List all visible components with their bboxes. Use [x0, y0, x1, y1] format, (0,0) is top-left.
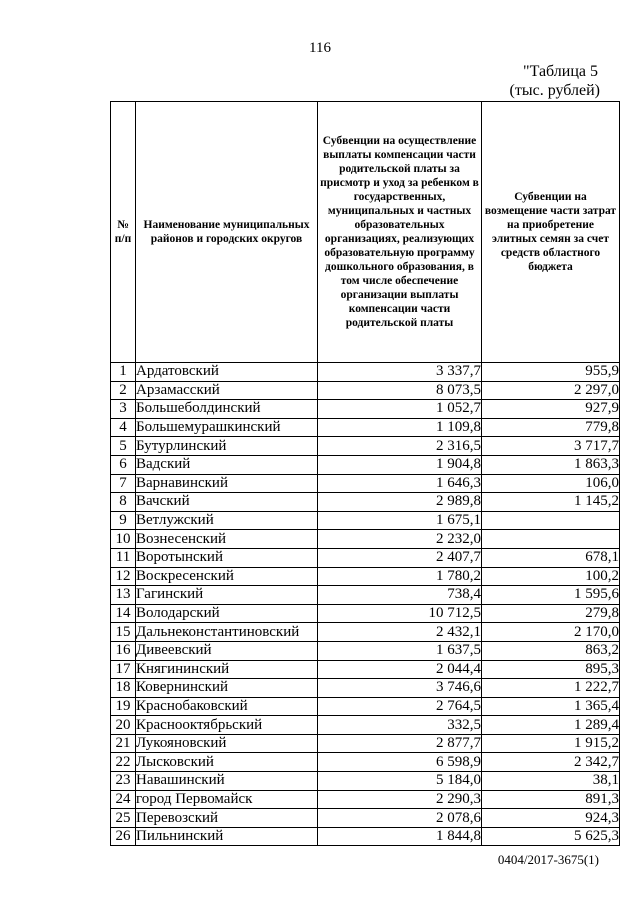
row-number-cell: 8	[111, 493, 136, 512]
row-number-cell: 12	[111, 567, 136, 586]
row-compensation-value-cell: 2 290,3	[318, 790, 482, 809]
row-number-cell: 7	[111, 474, 136, 493]
row-compensation-value-cell: 1 844,8	[318, 827, 482, 846]
row-number-cell: 15	[111, 623, 136, 642]
table-row	[111, 809, 620, 828]
table-row	[111, 363, 620, 382]
table-row	[111, 418, 620, 437]
row-name-cell: Дивеевский	[136, 641, 318, 660]
table-row	[111, 567, 620, 586]
row-seeds-value-cell: 955,9	[482, 363, 620, 382]
row-number-cell: 5	[111, 437, 136, 456]
row-name-cell: Арзамасский	[136, 381, 318, 400]
row-compensation-value-cell: 1 780,2	[318, 567, 482, 586]
row-number-cell: 19	[111, 697, 136, 716]
row-name-cell: Воротынский	[136, 548, 318, 567]
row-name-cell: Княгининский	[136, 660, 318, 679]
table-row	[111, 660, 620, 679]
table-body	[111, 363, 620, 846]
row-seeds-value-cell: 38,1	[482, 772, 620, 791]
row-number-cell: 6	[111, 455, 136, 474]
row-seeds-value-cell: 1 365,4	[482, 697, 620, 716]
row-number-cell: 17	[111, 660, 136, 679]
table-header-row	[111, 102, 620, 363]
row-compensation-value-cell: 2 764,5	[318, 697, 482, 716]
row-seeds-value-cell: 1 595,6	[482, 586, 620, 605]
row-name-cell: Краснооктябрьский	[136, 716, 318, 735]
row-number-cell: 21	[111, 734, 136, 753]
row-number-cell: 14	[111, 604, 136, 623]
row-seeds-value-cell: 1 915,2	[482, 734, 620, 753]
row-seeds-value-cell: 279,8	[482, 604, 620, 623]
page-number: 116	[309, 40, 331, 56]
table-row	[111, 734, 620, 753]
row-seeds-value-cell: 1 145,2	[482, 493, 620, 512]
row-number-cell: 20	[111, 716, 136, 735]
table-row	[111, 474, 620, 493]
row-compensation-value-cell: 2 044,4	[318, 660, 482, 679]
row-compensation-value-cell: 2 232,0	[318, 530, 482, 549]
table-row	[111, 493, 620, 512]
row-number-cell: 26	[111, 827, 136, 846]
table-row	[111, 548, 620, 567]
row-name-cell: Вознесенский	[136, 530, 318, 549]
header-name-text: Наименование муниципальных районов и городских округов	[143, 219, 310, 245]
row-number-cell: 22	[111, 753, 136, 772]
row-seeds-value-cell: 1 863,3	[482, 455, 620, 474]
header-subsidy-seeds-text: Субвенции на возмещение части затрат на приобретение элитных семян за счет средств областного бюджета	[484, 191, 617, 273]
row-compensation-value-cell: 2 989,8	[318, 493, 482, 512]
table-title: "Таблица 5	[523, 63, 598, 80]
row-seeds-value-cell: 3 717,7	[482, 437, 620, 456]
row-compensation-value-cell: 1 052,7	[318, 400, 482, 419]
table-row	[111, 716, 620, 735]
row-number-cell: 3	[111, 400, 136, 419]
row-name-cell: Большемурашкинский	[136, 418, 318, 437]
row-seeds-value-cell: 1 222,7	[482, 679, 620, 698]
row-number-cell: 11	[111, 548, 136, 567]
row-name-cell: Ковернинский	[136, 679, 318, 698]
table-row	[111, 753, 620, 772]
row-seeds-value-cell: 106,0	[482, 474, 620, 493]
row-seeds-value-cell: 924,3	[482, 809, 620, 828]
row-number-cell: 13	[111, 586, 136, 605]
row-compensation-value-cell: 332,5	[318, 716, 482, 735]
row-compensation-value-cell: 8 073,5	[318, 381, 482, 400]
table-row	[111, 455, 620, 474]
row-number-cell: 9	[111, 511, 136, 530]
header-num-text: № п/п	[114, 219, 132, 245]
row-compensation-value-cell: 2 078,6	[318, 809, 482, 828]
row-compensation-value-cell: 3 746,6	[318, 679, 482, 698]
row-name-cell: Гагинский	[136, 586, 318, 605]
header-name	[136, 102, 318, 363]
table-row	[111, 400, 620, 419]
table-row	[111, 697, 620, 716]
row-name-cell: Дальнеконстантиновский	[136, 623, 318, 642]
row-seeds-value-cell: 5 625,3	[482, 827, 620, 846]
table-row	[111, 381, 620, 400]
row-seeds-value-cell: 779,8	[482, 418, 620, 437]
table-row	[111, 772, 620, 791]
row-name-cell: Лукояновский	[136, 734, 318, 753]
header-subsidy-compensation	[318, 102, 482, 363]
row-seeds-value-cell: 927,9	[482, 400, 620, 419]
row-name-cell: город Первомайск	[136, 790, 318, 809]
row-number-cell: 23	[111, 772, 136, 791]
row-name-cell: Вадский	[136, 455, 318, 474]
header-subsidy-seeds	[482, 102, 620, 363]
row-name-cell: Лысковский	[136, 753, 318, 772]
table-row	[111, 586, 620, 605]
row-compensation-value-cell: 2 877,7	[318, 734, 482, 753]
row-compensation-value-cell: 1 904,8	[318, 455, 482, 474]
row-seeds-value-cell: 678,1	[482, 548, 620, 567]
row-number-cell: 25	[111, 809, 136, 828]
row-compensation-value-cell: 738,4	[318, 586, 482, 605]
row-number-cell: 24	[111, 790, 136, 809]
table-units: (тыс. рублей)	[509, 82, 600, 99]
row-seeds-value-cell: 2 342,7	[482, 753, 620, 772]
row-compensation-value-cell: 1 646,3	[318, 474, 482, 493]
row-compensation-value-cell: 6 598,9	[318, 753, 482, 772]
row-name-cell: Бутурлинский	[136, 437, 318, 456]
row-compensation-value-cell: 1 637,5	[318, 641, 482, 660]
row-seeds-value-cell: 1 289,4	[482, 716, 620, 735]
document-code: 0404/2017-3675(1)	[497, 852, 599, 867]
row-seeds-value-cell: 863,2	[482, 641, 620, 660]
table-row	[111, 437, 620, 456]
table-row	[111, 511, 620, 530]
row-name-cell: Ветлужский	[136, 511, 318, 530]
row-number-cell: 18	[111, 679, 136, 698]
row-name-cell: Варнавинский	[136, 474, 318, 493]
table-row	[111, 827, 620, 846]
table-row	[111, 641, 620, 660]
row-number-cell: 1	[111, 363, 136, 382]
table-row	[111, 530, 620, 549]
row-compensation-value-cell: 1 109,8	[318, 418, 482, 437]
table-row	[111, 790, 620, 809]
table-row	[111, 623, 620, 642]
row-compensation-value-cell: 1 675,1	[318, 511, 482, 530]
row-compensation-value-cell: 3 337,7	[318, 363, 482, 382]
row-name-cell: Пильнинский	[136, 827, 318, 846]
row-compensation-value-cell: 2 316,5	[318, 437, 482, 456]
row-compensation-value-cell: 2 432,1	[318, 623, 482, 642]
row-name-cell: Перевозский	[136, 809, 318, 828]
subsidy-table	[110, 101, 620, 846]
row-compensation-value-cell: 2 407,7	[318, 548, 482, 567]
row-seeds-value-cell	[482, 530, 620, 549]
row-compensation-value-cell: 5 184,0	[318, 772, 482, 791]
row-seeds-value-cell: 100,2	[482, 567, 620, 586]
header-num	[111, 102, 136, 363]
row-seeds-value-cell: 2 297,0	[482, 381, 620, 400]
row-name-cell: Краснобаковский	[136, 697, 318, 716]
row-number-cell: 2	[111, 381, 136, 400]
row-number-cell: 4	[111, 418, 136, 437]
table-row	[111, 604, 620, 623]
row-seeds-value-cell: 891,3	[482, 790, 620, 809]
header-subsidy-compensation-text: Субвенции на осуществление выплаты компенсации части родительской платы за присмотр и уход за ребенком в государственных, муниципальных и частных образовательных организациях, реализующих образовательную программу дошкольного образования, в том числе обеспечение организации выплаты компенсации части родительской платы	[320, 135, 479, 329]
row-name-cell: Воскресенский	[136, 567, 318, 586]
row-name-cell: Навашинский	[136, 772, 318, 791]
row-number-cell: 16	[111, 641, 136, 660]
table-row	[111, 679, 620, 698]
row-seeds-value-cell: 895,3	[482, 660, 620, 679]
row-seeds-value-cell: 2 170,0	[482, 623, 620, 642]
row-name-cell: Володарский	[136, 604, 318, 623]
row-number-cell: 10	[111, 530, 136, 549]
row-name-cell: Ардатовский	[136, 363, 318, 382]
row-seeds-value-cell	[482, 511, 620, 530]
row-name-cell: Вачский	[136, 493, 318, 512]
row-compensation-value-cell: 10 712,5	[318, 604, 482, 623]
row-name-cell: Большеболдинский	[136, 400, 318, 419]
